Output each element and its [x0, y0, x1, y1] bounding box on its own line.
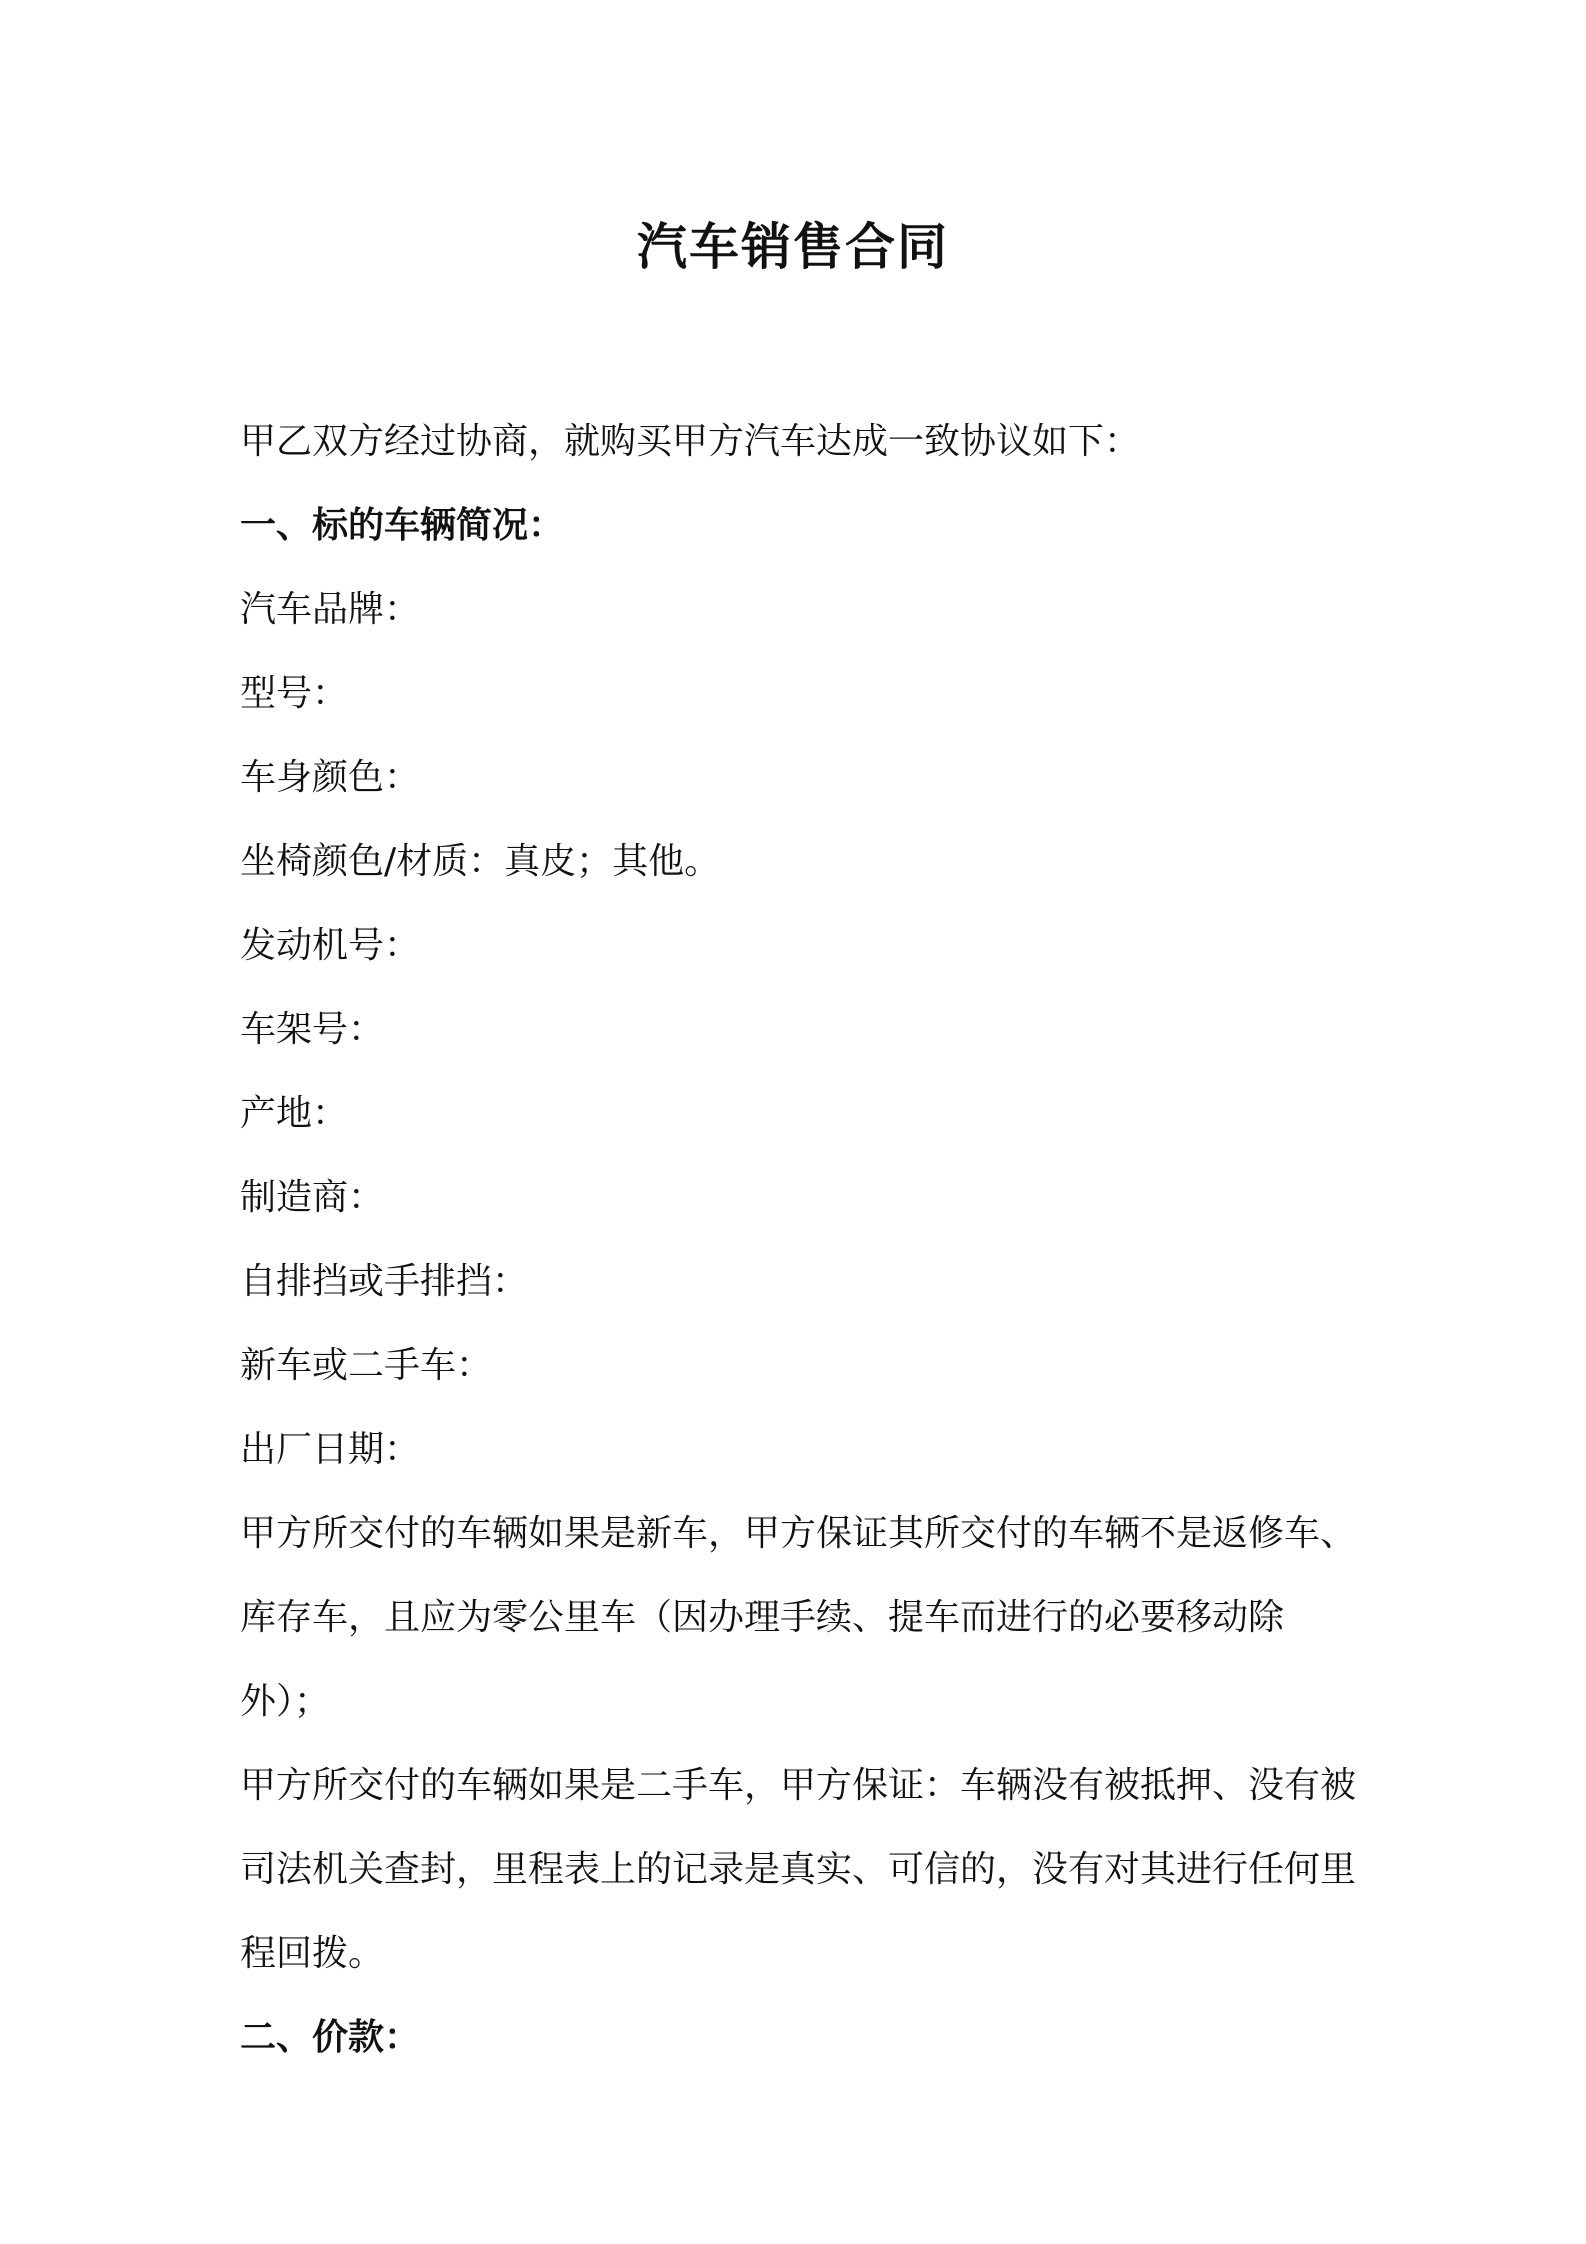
document-title: 汽车销售合同: [637, 218, 949, 276]
field-model: 型号：: [240, 673, 349, 714]
section-1-heading: 一、标的车辆简况：: [240, 505, 565, 546]
field-engine-no: 发动机号：: [240, 925, 421, 966]
new-car-clause: 甲方所交付的车辆如果是新车，甲方保证其所交付的车辆不是返修车、库存车，且应为零公里车（因办理手续、提车而进行的必要移动除外）；: [240, 1513, 1357, 1722]
section-2-heading: 二、价款：: [240, 2017, 421, 2058]
contract-body: [240, 400, 1380, 2080]
field-frame-no: 车架号：: [240, 1009, 385, 1050]
field-manufacturer: 制造商：: [240, 1177, 385, 1218]
field-new-or-used: 新车或二手车：: [240, 1345, 493, 1386]
field-seat: 坐椅颜色/材质：真皮；其他。: [240, 841, 721, 882]
field-production-date: 出厂日期：: [240, 1429, 421, 1470]
field-transmission: 自排挡或手排挡：: [240, 1261, 529, 1302]
used-car-clause: 甲方所交付的车辆如果是二手车，甲方保证：车辆没有被抵押、没有被司法机关查封，里程表上的记录是真实、可信的，没有对其进行任何里程回拨。: [240, 1765, 1357, 1974]
intro-paragraph: 甲乙双方经过协商，就购买甲方汽车达成一致协议如下：: [240, 421, 1141, 462]
field-body-color: 车身颜色：: [240, 757, 421, 798]
field-origin: 产地：: [240, 1093, 349, 1134]
field-brand: 汽车品牌：: [240, 589, 421, 630]
